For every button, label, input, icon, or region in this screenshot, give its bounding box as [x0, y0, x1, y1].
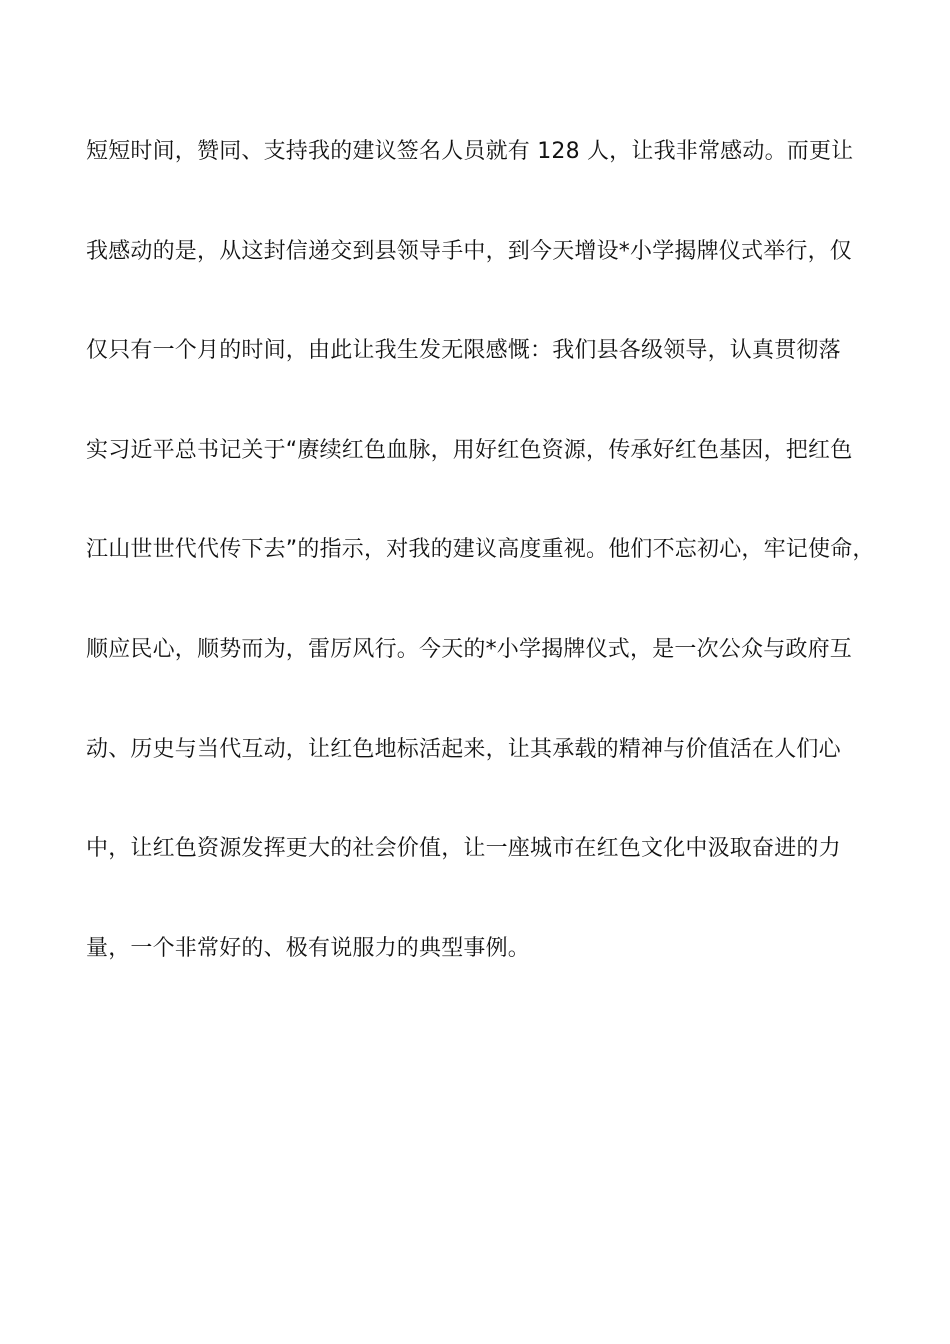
- text-line-3: 仅只有一个月的时间，由此让我生发无限感慨：我们县各级领导，认真贯彻落: [86, 338, 841, 364]
- text-line-5: 江山世世代代传下去”的指示，对我的建议高度重视。他们不忘初心，牢记使命，: [86, 537, 875, 563]
- text-line-4: 实习近平总书记关于“赓续红色血脉，用好红色资源，传承好红色基因，把红色: [86, 437, 853, 463]
- text-line-9: 量，一个非常好的、极有说服力的典型事例。: [86, 935, 531, 961]
- body-text: [86, 126, 886, 1022]
- text-line-6: 顺应民心，顺势而为，雷厉风行。今天的*小学揭牌仪式，是一次公众与政府互: [86, 636, 853, 662]
- text-line-8: 中，让红色资源发挥更大的社会价值，让一座城市在红色文化中汲取奋进的力: [86, 836, 841, 862]
- text-line-7: 动、历史与当代互动，让红色地标活起来，让其承载的精神与价值活在人们心: [86, 736, 841, 762]
- text-line-1: 短短时间，赞同、支持我的建议签名人员就有 128 人，让我非常感动。而更让: [86, 139, 854, 164]
- text-line-2: 我感动的是，从这封信递交到县领导手中，到今天增设*小学揭牌仪式举行，仅: [86, 238, 853, 264]
